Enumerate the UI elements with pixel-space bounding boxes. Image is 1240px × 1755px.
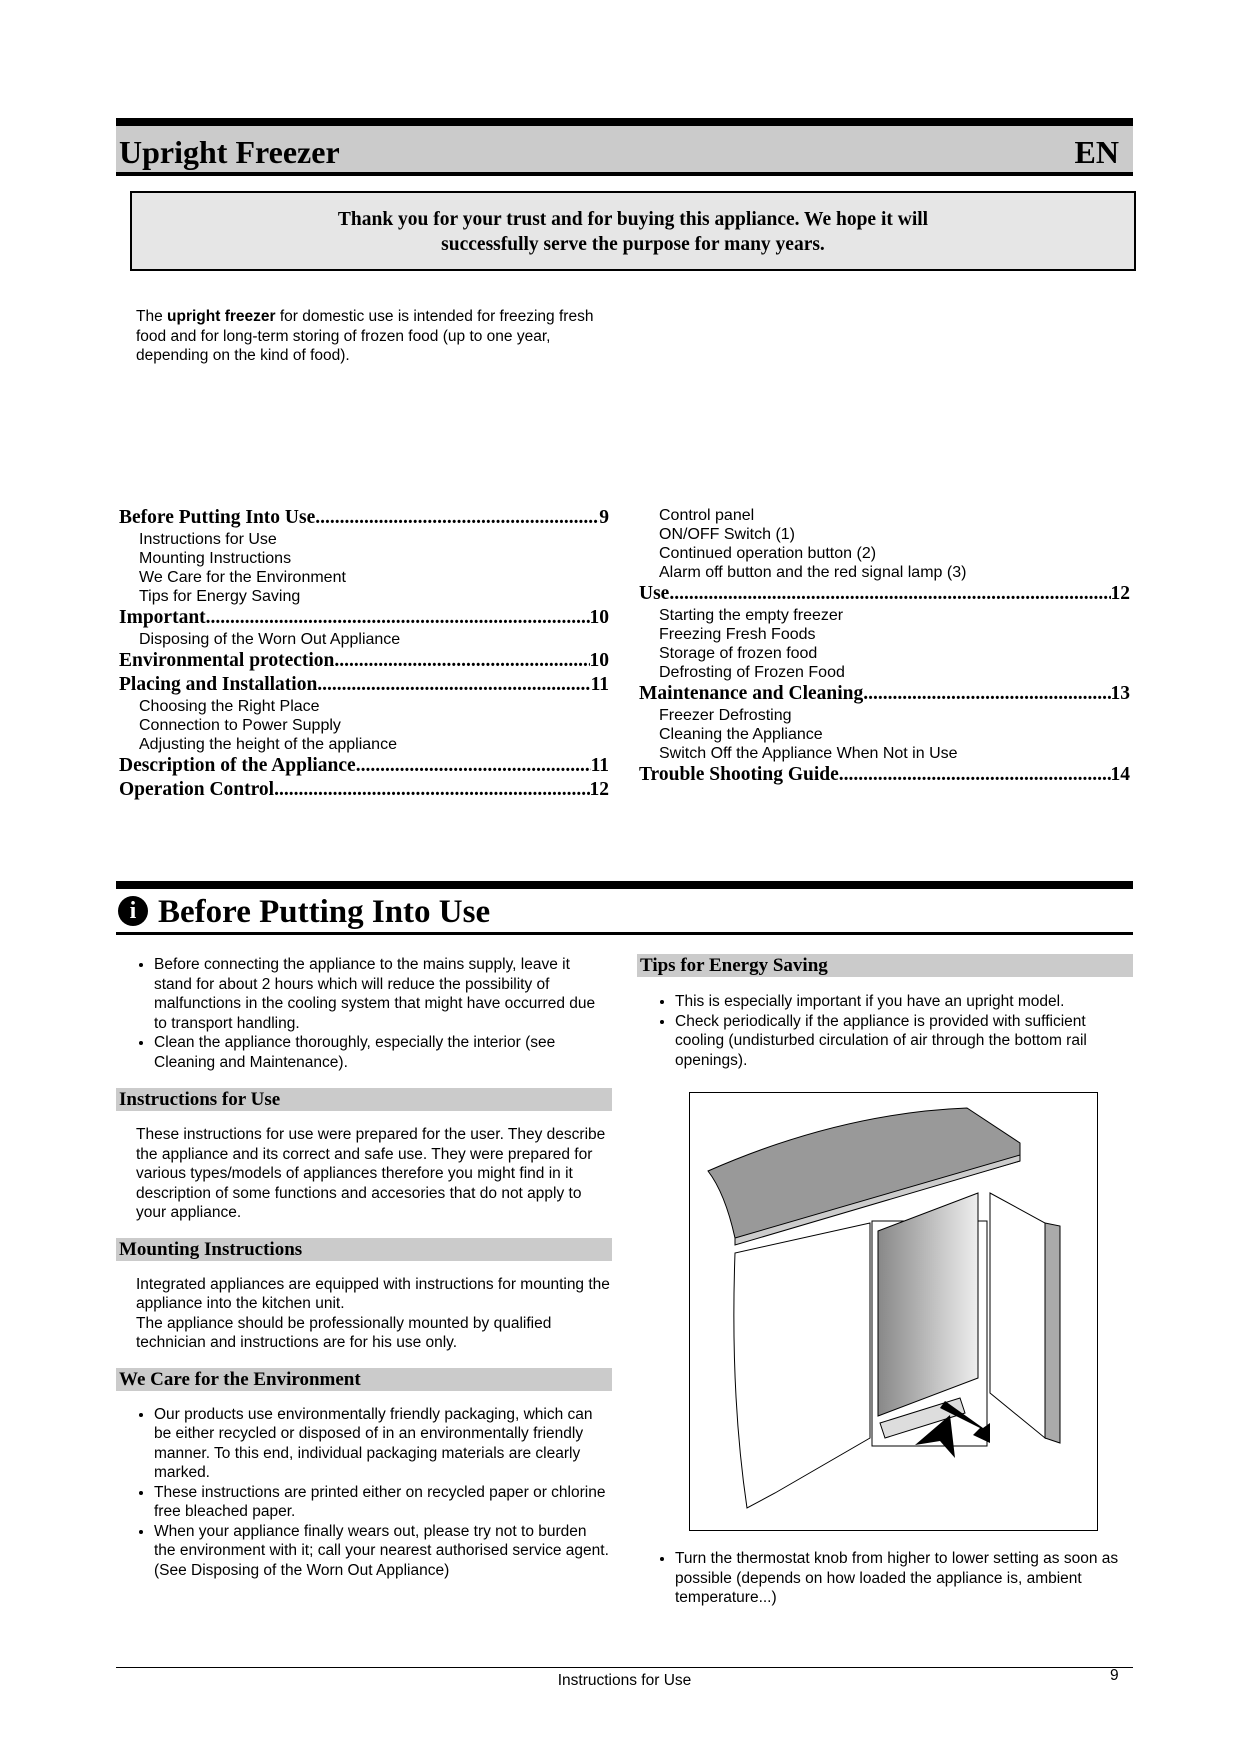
toc-entry: [639, 682, 1130, 706]
list-item: • These instructions are printed either on recycled paper or chlorine free bleached paper.: [154, 1483, 612, 1522]
info-icon: i: [118, 896, 148, 926]
freezer-ventilation-drawing: [690, 1093, 1096, 1529]
list-item: • This is especially important if you have an upright model.: [675, 992, 1133, 1012]
toc-subitem: Control panel: [659, 507, 755, 524]
toc-entry-page: 11: [590, 674, 609, 695]
toc-subitem: We Care for the Environment: [139, 569, 346, 586]
toc-subitem: Choosing the Right Place: [139, 698, 320, 715]
toc-subitem: Mounting Instructions: [139, 550, 292, 567]
footer-text: Instructions for Use: [557, 1672, 692, 1689]
toc-entry: [119, 673, 609, 697]
list-item: • Our products use environmentally friendly packaging, which can be either recycled or disposed of in an environmentally friendly manner. To this end, individual packaging materials are clearly marked.: [154, 1405, 612, 1483]
toc-right: [639, 506, 1130, 787]
thanks-line-1: Thank you for your trust and for buying this appliance. We hope it will: [337, 209, 929, 230]
toc-entry-page: 12: [589, 779, 609, 800]
section-header: [116, 881, 1133, 935]
toc-entry: [119, 506, 609, 530]
toc-entry-title: Environmental protection: [119, 650, 335, 671]
toc-entry-title: Placing and Installation: [119, 674, 318, 695]
toc-dots: [315, 506, 599, 530]
toc-subitem: Adjusting the height of the appliance: [139, 736, 397, 753]
heading-environment: We Care for the Environment: [116, 1368, 612, 1391]
toc-entry-page: 12: [1110, 583, 1130, 604]
toc-dots: [839, 763, 1111, 787]
toc-subitem: Alarm off button and the red signal lamp (3): [659, 564, 967, 581]
instructions-text: These instructions for use were prepared for the user. They describe the appliance and its correct and safe use. They were prepared for various types/models of appliances therefore you might find in it description of some functions and accesories that do not apply to your appliance.: [136, 1126, 606, 1221]
energy-bullets: [637, 992, 1133, 1070]
toc-entry: [639, 582, 1130, 606]
toc-subitem: Disposing of the Worn Out Appliance: [139, 631, 401, 648]
mounting-text: Integrated appliances are equipped with instructions for mounting the appliance into the kitchen unit.: [136, 1275, 610, 1312]
toc-subitem: Continued operation button (2): [659, 545, 877, 562]
toc-subitem: Instructions for Use: [139, 531, 277, 548]
toc-entry-page: 10: [589, 607, 609, 628]
list-item: • When your appliance finally wears out, please try not to burden the environment with it; call your nearest authorised service agent. (See Disposing of the Worn Out Appliance): [154, 1522, 612, 1581]
toc-entry-title: Before Putting Into Use: [119, 507, 316, 528]
toc-subitem: Cleaning the Appliance: [659, 726, 823, 743]
toc-subitem: Freezing Fresh Foods: [659, 626, 816, 643]
toc-subitem: Switch Off the Appliance When Not in Use: [659, 745, 958, 762]
toc-subitem: ON/OFF Switch (1): [659, 526, 796, 543]
toc-entry-title: Operation Control: [119, 779, 275, 800]
toc-dots: [669, 582, 1110, 606]
toc-dots: [317, 673, 590, 697]
toc-entry: [119, 606, 609, 630]
toc-entry: [119, 778, 609, 802]
toc-dots: [863, 682, 1110, 706]
toc-dots: [356, 754, 591, 778]
toc-entry: [639, 763, 1130, 787]
energy-bullets-2: [637, 1549, 1133, 1608]
list-item: • Turn the thermostat knob from higher to lower setting as soon as possible (depends on how loaded the appliance is, ambient temperature...): [675, 1549, 1133, 1608]
toc-entry-title: Description of the Appliance: [119, 755, 356, 776]
section-title: Before Putting Into Use: [158, 894, 491, 930]
heading-mounting: Mounting Instructions: [116, 1238, 612, 1261]
left-column: [116, 955, 612, 1580]
toc-dots: [206, 606, 590, 630]
toc-left: [119, 506, 609, 802]
thanks-line-2: successfully serve the purpose for many years.: [441, 234, 825, 255]
mounting-text-2: The appliance should be professionally mounted by qualified technician and instructions are for his use only.: [136, 1314, 552, 1351]
toc-dots: [334, 649, 589, 673]
toc-subitem: Storage of frozen food: [659, 645, 818, 662]
page-number: 9: [1110, 1667, 1119, 1684]
environment-bullets: [136, 1405, 612, 1581]
toc-entry-page: 14: [1110, 764, 1130, 785]
thank-you-box: [130, 191, 1136, 271]
toc-subitem: Defrosting of Frozen Food: [659, 664, 845, 681]
page-header: [116, 118, 1133, 176]
heading-energy-saving: Tips for Energy Saving: [637, 954, 1133, 977]
toc-subitem: Connection to Power Supply: [139, 717, 341, 734]
toc-entry-title: Use: [639, 583, 670, 604]
toc-entry-page: 11: [590, 755, 609, 776]
toc-subitem: Freezer Defrosting: [659, 707, 792, 724]
toc-dots: [274, 778, 589, 802]
freezer-illustration: [689, 1092, 1098, 1531]
toc-entry-title: Trouble Shooting Guide: [639, 764, 839, 785]
list-item: • Check periodically if the appliance is provided with sufficient cooling (undisturbed circulation of air through the bottom rail openings).: [675, 1012, 1133, 1071]
toc-subitem: Tips for Energy Saving: [139, 588, 301, 605]
toc-entry: [119, 649, 609, 673]
toc-entry-page: 13: [1110, 683, 1130, 704]
toc-entry-page: 9: [599, 507, 609, 528]
heading-instructions: Instructions for Use: [116, 1088, 612, 1111]
toc-entry-title: Important: [119, 607, 206, 628]
toc-subitem: Starting the empty freezer: [659, 607, 844, 624]
toc-entry: [119, 754, 609, 778]
footer-divider: [116, 1667, 1133, 1668]
list-item: • Before connecting the appliance to the mains supply, leave it stand for about 2 hours which will reduce the possibility of malfunctions in the cooling system that might have occurred due to transport handling.: [154, 955, 612, 1033]
list-item: • Clean the appliance thoroughly, especially the interior (see Cleaning and Maintenance).: [154, 1033, 612, 1072]
toc-entry-title: Maintenance and Cleaning: [639, 683, 864, 704]
toc-entry-page: 10: [589, 650, 609, 671]
language-code: EN: [1074, 134, 1119, 170]
intro-paragraph: The upright freezer for domestic use is intended for freezing fresh food and for long-term storing of frozen food (up to one year, depending on the kind of food).: [136, 308, 594, 364]
page-title: Upright Freezer: [119, 134, 340, 170]
intro-bullets: [136, 955, 612, 1072]
